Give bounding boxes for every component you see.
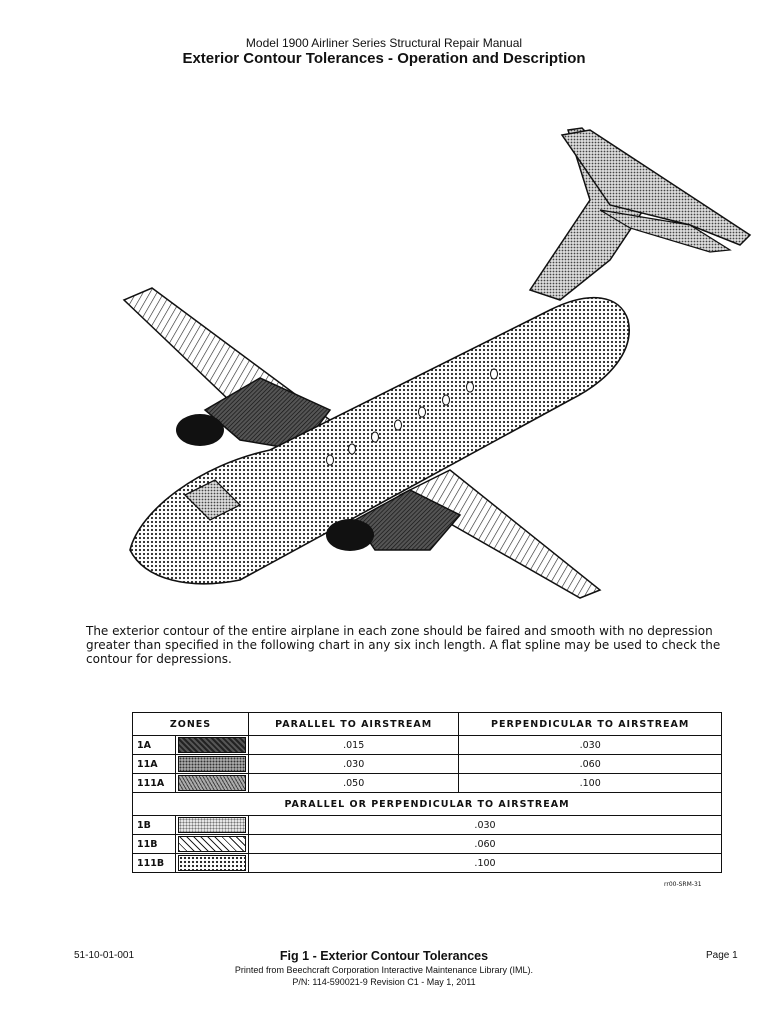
zone-swatch [176,774,249,793]
tolerance-table [132,712,722,873]
col-header-zones: ZONES [133,713,249,736]
zone-swatch [176,835,249,854]
airplane-illustration [90,120,760,610]
contour-description: The exterior contour of the entire airplane in each zone should be faired and smooth with no depression greater than specified in the following chart in any six inch length. A flat spline may be used to check the contour for depressions. [86,624,721,666]
part-number: P/N: 114-590021-9 Revision C1 - May 1, 2011 [292,977,476,987]
zone-swatch [176,816,249,835]
table-row [133,835,722,854]
parallel-value: .015 [249,736,459,755]
perpendicular-value: .030 [459,736,722,755]
printed-from: Printed from Beechcraft Corporation Interactive Maintenance Library (IML). [234,965,534,975]
table-subheader-row [133,793,722,816]
zone-label: 1B [133,816,176,835]
zone-label: 11A [133,755,176,774]
col-header-parallel: PARALLEL TO AIRSTREAM [249,713,459,736]
zone-swatch [176,736,249,755]
zone-swatch [176,755,249,774]
page-title: Exterior Contour Tolerances - Operation and Description [182,50,586,67]
table-row [133,854,722,873]
tolerance-value: .030 [249,816,722,835]
perpendicular-value: .060 [459,755,722,774]
perpendicular-value: .100 [459,774,722,793]
figure-reference: rr00-SRM-31 [664,881,702,888]
table-row [133,774,722,793]
tolerance-value: .100 [249,854,722,873]
table-row [133,736,722,755]
table-header-row [133,713,722,736]
parallel-value: .030 [249,755,459,774]
subheader-parallel-or-perpendicular: PARALLEL OR PERPENDICULAR TO AIRSTREAM [133,793,722,816]
figure-caption: Fig 1 - Exterior Contour Tolerances [279,949,489,963]
zone-label: 111B [133,854,176,873]
tolerance-value: .060 [249,835,722,854]
table-row [133,755,722,774]
table-row [133,816,722,835]
page-number: Page 1 [706,950,738,961]
parallel-value: .050 [249,774,459,793]
zone-label: 11B [133,835,176,854]
col-header-perpendicular: PERPENDICULAR TO AIRSTREAM [459,713,722,736]
zone-label: 111A [133,774,176,793]
doc-number: 51-10-01-001 [74,950,135,961]
zone-swatch [176,854,249,873]
manual-title: Model 1900 Airliner Series Structural Repair Manual [245,36,523,50]
zone-label: 1A [133,736,176,755]
